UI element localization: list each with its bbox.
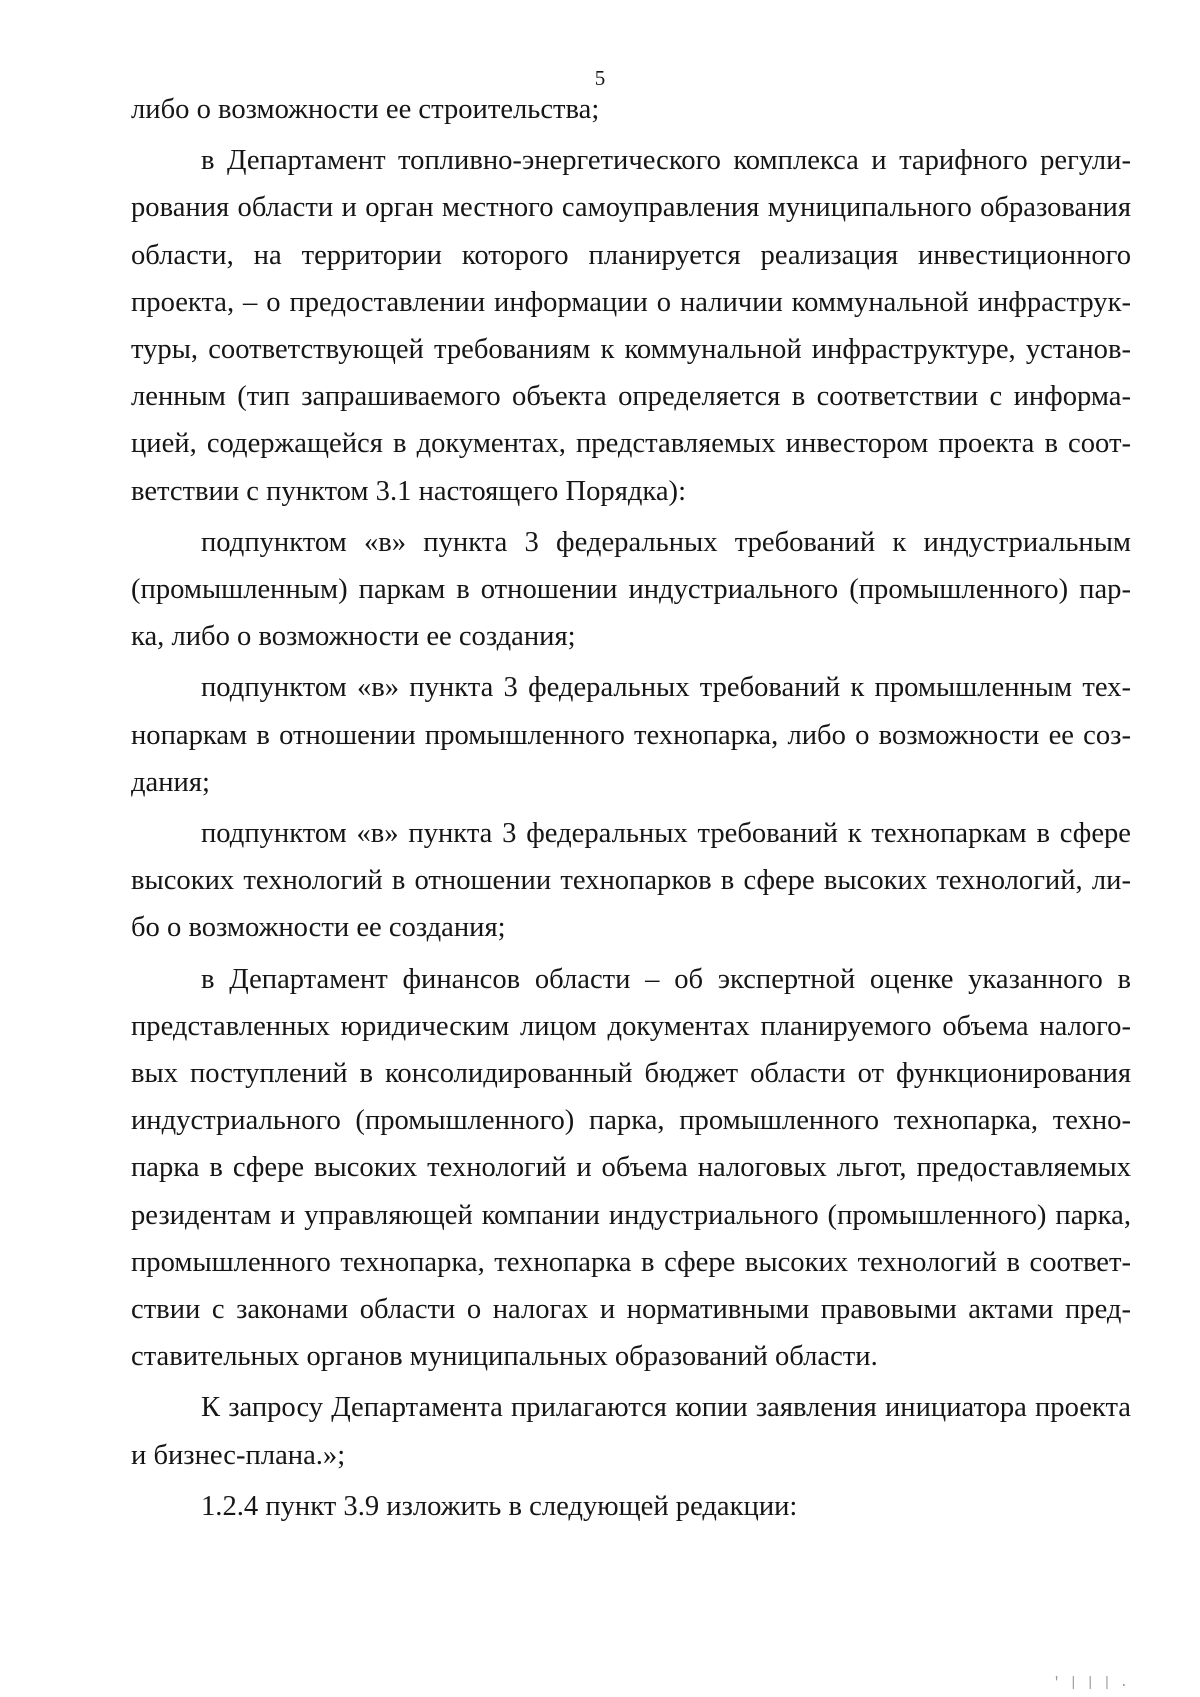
paragraph-item-1-2-4: 1.2.4 пункт 3.9 изложить в следующей редакции: (201, 1490, 798, 1522)
paragraph-continuation: либо о возможности ее строительства; (131, 94, 600, 125)
document-body (131, 86, 1131, 1530)
page-number: 5 (594, 66, 606, 90)
paragraph-high-tech-technoparks-requirement: подпунктом «в» пункта 3 федеральных требований к технопаркам в сфере высоких технологий в отношении технопарков в сфере высоких технологий, либо о возможности ее создания; (131, 818, 1131, 944)
paragraph-industrial-technoparks-requirement: подпунктом «в» пункта 3 федеральных требований к промышленным технопаркам в отношении промышленного технопарка, либо о возможности ее создания; (131, 672, 1131, 798)
paragraph-finance-department: в Департамент финансов области – об экспертной оценке указанного в представленных юридическим лицом документах планируемого объема налоговых поступлений в консолидированный бюджет области от функционирования индустриального (промышленного) парка, промышленного технопарка, технопарка в сфере высоких технологий и объема налоговых льгот, предоставляемых резидентам и управляющей компании индустриального (промышленного) парка, промышленного технопарка, технопарка в сфере высоких технологий в соответствии с законами области о налогах и нормативными правовыми актами представительных органов муниципальных образований области. (131, 963, 1131, 1373)
scan-edge-mark: ' | | | . (1052, 1675, 1128, 1691)
paragraph-fuel-energy-department: в Департамент топливно-энергетического комплекса и тарифного регулирования области и орган местного самоуправления муниципального образования области, на территории которого планируется реализация инвестиционного проекта, – о предоставлении информации о наличии коммунальной инфраструктуры, соответствующей требованиям к коммунальной инфраструктуре, установленным (тип запрашиваемого объекта определяется в соответствии с информацией, содержащейся в документах, представляемых инвестором проекта в соответствии с пунктом 3.1 настоящего Порядка): (131, 145, 1131, 507)
paragraph-request-attachments: К запросу Департамента прилагаются копии заявления инициатора проекта и бизнес-плана.»; (131, 1392, 1131, 1471)
paragraph-industrial-parks-requirement: подпунктом «в» пункта 3 федеральных требований к индустриальным (промышленным) паркам в отношении индустриального (промышленного) парка, либо о возможности ее создания; (131, 526, 1131, 653)
